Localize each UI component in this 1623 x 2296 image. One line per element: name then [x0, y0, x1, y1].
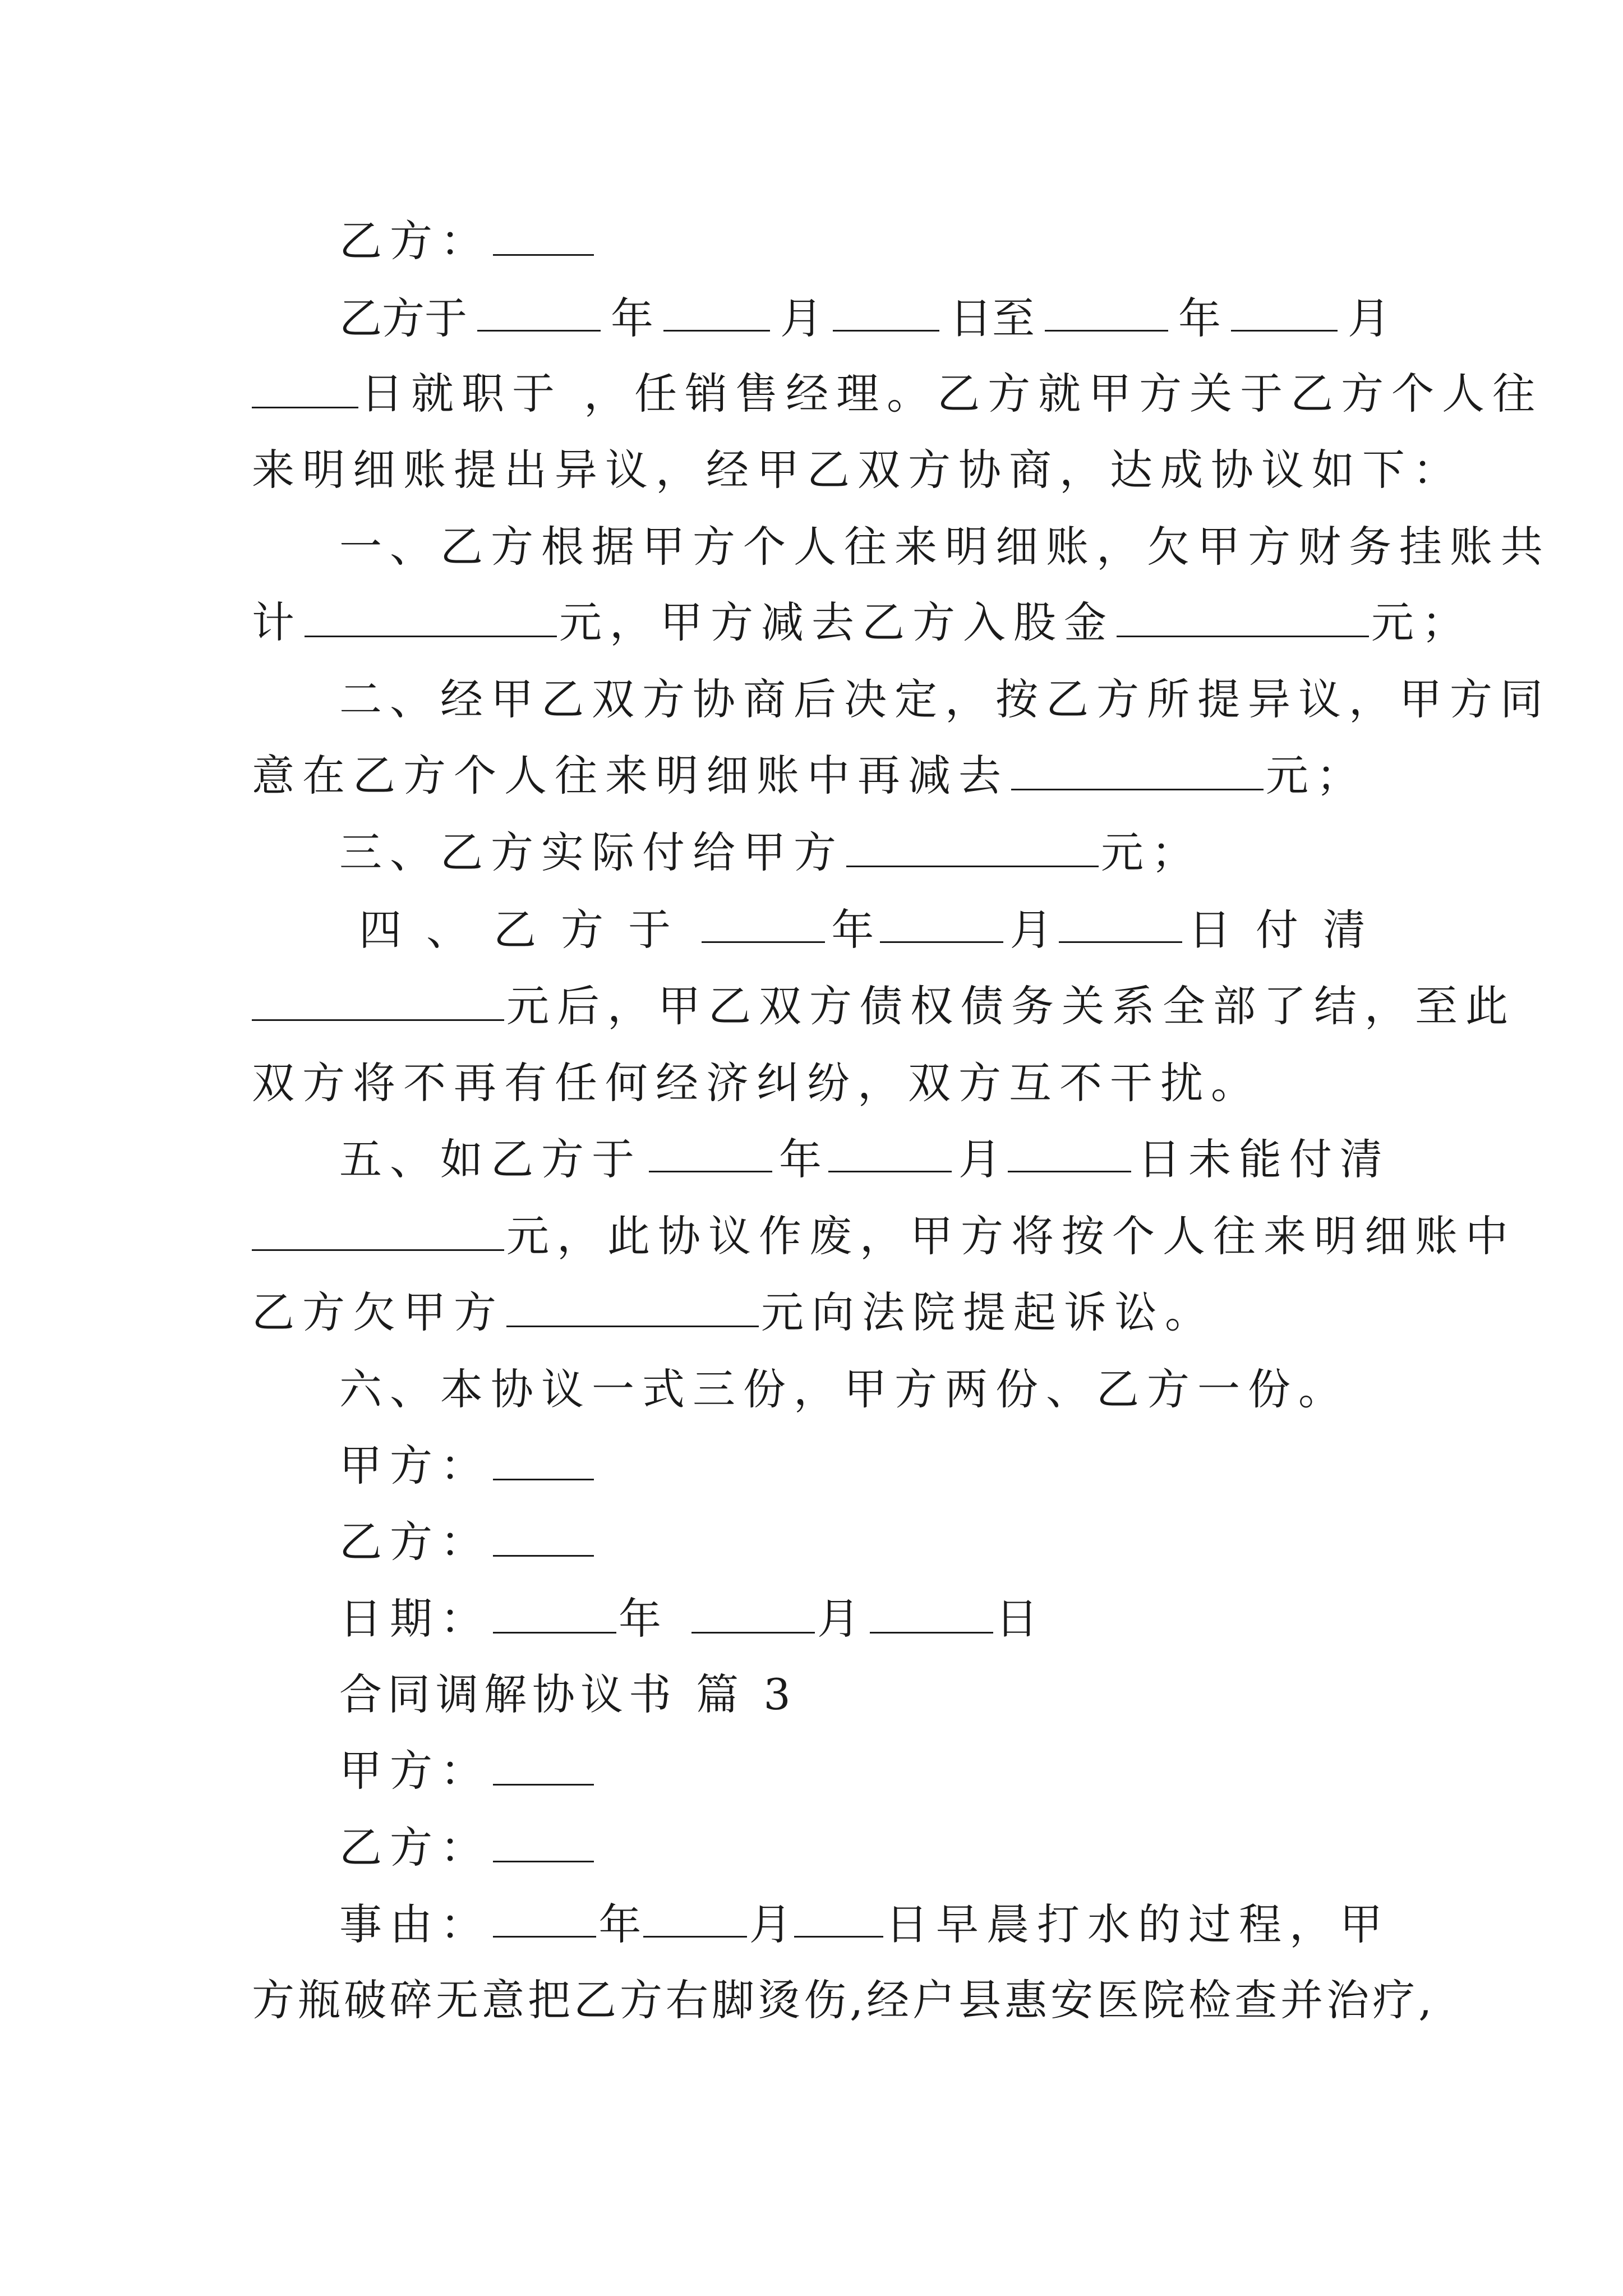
- paragraph-line: [252, 366, 1543, 422]
- clause-5-text: 五、如乙方于: [339, 1134, 642, 1184]
- day-blank: [794, 1897, 883, 1938]
- party-b-label: 乙方：: [339, 216, 491, 266]
- clause-4-text: 四、乙方于: [359, 905, 695, 955]
- month-blank: [880, 902, 1003, 943]
- section-heading: [339, 1667, 1390, 1723]
- clause-4-line: [359, 902, 1390, 958]
- text-month: 月: [958, 1134, 1001, 1184]
- party-a-blank: [493, 1745, 594, 1786]
- party-b-blank: [493, 1516, 594, 1557]
- clause-3-text: 三、乙方实际付给甲方: [339, 827, 844, 877]
- text-void: 元，此协议作废，甲方将按个人往来明细账中: [506, 1211, 1516, 1261]
- party-a-label: 甲方：: [339, 1746, 491, 1796]
- cause-cont-line: [252, 1972, 1436, 2028]
- employment-period-line: [339, 291, 1390, 347]
- party-b-line: [339, 213, 1390, 269]
- text-year: 年: [779, 1134, 822, 1184]
- text-year: 年: [598, 1899, 642, 1949]
- text-month: 月: [780, 293, 823, 343]
- clause-1-amounts-line: [252, 595, 1472, 651]
- month-blank: [828, 1131, 952, 1172]
- year-blank: [649, 1131, 772, 1172]
- month-blank: [643, 1897, 746, 1938]
- text-month: 月: [1009, 905, 1053, 955]
- clause-5-cont-line: [252, 1208, 1516, 1264]
- text-ji: 计: [252, 597, 302, 647]
- paragraph-line: [252, 442, 1463, 498]
- clause-6-text: 六、本协议一式三份，甲方两份、乙方一份。: [339, 1364, 1349, 1414]
- amount-blank: [305, 596, 557, 637]
- year-blank: [702, 902, 825, 943]
- text-deduct: 元，甲方减去乙方入股金: [559, 597, 1114, 647]
- clause-5-end-line: [252, 1285, 1390, 1341]
- amount-blank: [1011, 749, 1264, 790]
- clause-2-amount-line: [252, 748, 1390, 804]
- clause-2-line: [339, 671, 1551, 728]
- amount-blank: [846, 826, 1099, 867]
- party-b-blank: [493, 1821, 594, 1862]
- clause-6-line: [339, 1361, 1390, 1418]
- clause-4-end-line: [252, 1055, 1390, 1111]
- text-settled: 元后，甲乙双方债权债务关系全部了结，至此: [506, 981, 1516, 1031]
- cause-detail: 方瓶破碎无意把乙方右脚烫伤,经户县惠安医院检查并治疗,: [252, 1975, 1436, 2025]
- clause-2-text: 二、经甲乙双方协商后决定，按乙方所提异议，甲方同: [339, 674, 1551, 724]
- text-day: 日: [995, 1594, 1046, 1644]
- text-b-from: 乙方于: [339, 293, 467, 343]
- clause-4-cont-line: [252, 978, 1516, 1034]
- day-blank: [833, 291, 939, 332]
- text-year: 年: [831, 905, 874, 955]
- party-b-sign-line: [339, 1514, 1390, 1570]
- date-line: [339, 1591, 1390, 1647]
- cause-label: 事由：: [339, 1899, 491, 1949]
- text-yuan: 元；: [1266, 751, 1367, 800]
- text-yuan: 元；: [1101, 827, 1202, 877]
- text-year: 年: [619, 1594, 669, 1644]
- clause-3-line: [339, 825, 1390, 881]
- party-a-blank: [493, 1439, 594, 1480]
- day-blank: [1059, 902, 1182, 943]
- text-agreement-intro: 来明细账提出异议，经甲乙双方协商，达成协议如下：: [252, 445, 1463, 495]
- amount-blank: [252, 1210, 504, 1251]
- year-blank-2: [1045, 291, 1168, 332]
- text-no-dispute: 双方将不再有任何经济纠纷，双方互不干扰。: [252, 1058, 1261, 1108]
- text-reduce: 意在乙方个人往来明细账中再减去: [252, 751, 1009, 800]
- party-a-line: [339, 1743, 1390, 1799]
- clause-1-line: [339, 519, 1551, 575]
- amount-blank: [506, 1286, 759, 1327]
- amount-blank: [252, 980, 504, 1021]
- text-day-to: 日至: [949, 293, 1035, 343]
- text-year-2: 年: [1178, 293, 1221, 343]
- day-blank: [870, 1593, 993, 1634]
- section-title: 合同调解协议书 篇 3: [339, 1669, 796, 1719]
- party-b-label: 乙方：: [339, 1823, 491, 1872]
- text-year: 年: [611, 293, 653, 343]
- text-month: 月: [749, 1899, 792, 1949]
- text-month-2: 月: [1348, 293, 1390, 343]
- clause-5-line: [339, 1131, 1390, 1188]
- amount-blank: [1117, 596, 1369, 637]
- text-employment: 日就职于 ，任销售经理。乙方就甲方关于乙方个人往: [361, 369, 1543, 418]
- cause-text: 日早晨打水的过程，甲: [885, 1899, 1390, 1949]
- party-b-line-2: [339, 1820, 1390, 1876]
- text-month: 月: [817, 1594, 868, 1644]
- year-blank: [493, 1897, 596, 1938]
- year-blank: [493, 1593, 616, 1634]
- day-blank-2: [252, 367, 358, 408]
- text-unpaid: 日未能付清: [1138, 1134, 1390, 1184]
- month-blank: [691, 1593, 815, 1634]
- party-a-label: 甲方：: [339, 1441, 491, 1490]
- cause-line: [339, 1897, 1390, 1953]
- day-blank: [1008, 1131, 1131, 1172]
- party-b-blank: [493, 215, 594, 256]
- text-lawsuit: 元向法院提起诉讼。: [761, 1287, 1215, 1337]
- text-pay-off: 日付清: [1188, 905, 1390, 955]
- month-blank: [663, 291, 770, 332]
- party-b-label: 乙方：: [339, 1517, 491, 1567]
- text-owed: 乙方欠甲方: [252, 1287, 504, 1337]
- year-blank: [477, 291, 601, 332]
- month-blank-2: [1231, 291, 1338, 332]
- text-yuan: 元；: [1371, 597, 1472, 647]
- date-label: 日期：: [339, 1594, 491, 1644]
- clause-1-text: 一、乙方根据甲方个人往来明细账，欠甲方财务挂账共: [339, 522, 1551, 572]
- party-a-sign-line: [339, 1438, 1390, 1494]
